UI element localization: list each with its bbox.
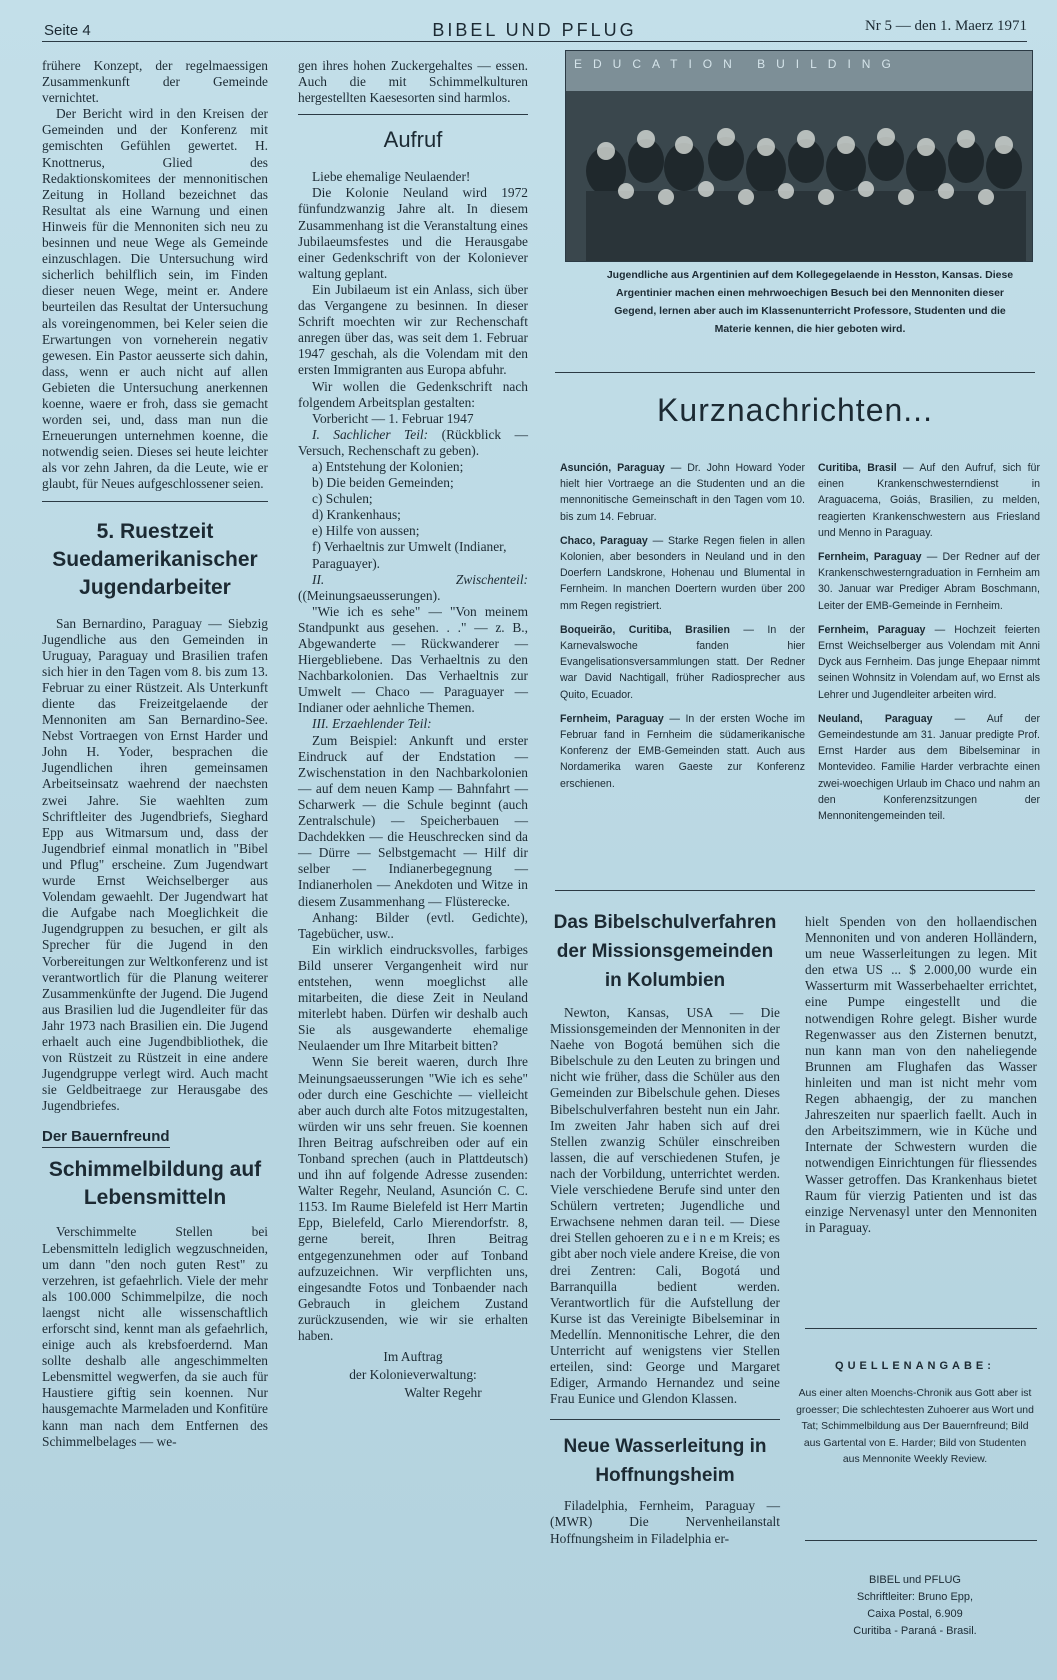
divider xyxy=(805,1540,1037,1541)
news-item: Fernheim, Paraguay — In der ersten Woche im Februar fand in Fernheim die südamerikanische Konferenz der EMB-Gemeinden statt. Auch aus Nordamerika waren Gaeste zur Konferenz erschienen. xyxy=(560,712,805,790)
aufruf-paragraph: Ein Jubilaeum ist ein Anlass, sich über das Vergangene zu besinnen. In dieser Schrift moechten wir zur Rechenschaft anregen über das, was seit dem 1. Februar 1947 geschah, als die Volendam mit den ersten Immigranten aus Europa abfuhr. xyxy=(298,281,528,378)
imprint-line: Schriftleiter: Bruno Epp, xyxy=(856,1591,974,1603)
sources-text: Aus einer alten Moenchs-Chronik aus Gott aber ist groesser; Die schlechtesten Zuhoerer aus Wort und Tat; Schimmelbildung aus Der Bauernfreund; Bild aus Gartental von E. Harder; Bild von Studenten aus Mennonite Weekly Review. xyxy=(796,1388,1034,1465)
plan-item: a) Entstehung der Kolonien; xyxy=(312,458,464,474)
news-item: Curitiba, Brasil — Auf den Aufruf, sich für einen Krankenschwesterndienst in Araguacema, Goiás, Brasilien, zu melden, reagierten Krankenschwestern aus Friesland und Menno in Paraguay. xyxy=(818,462,1040,539)
kurznachrichten-headline: Kurznachrichten... xyxy=(657,392,933,428)
aufruf-part3: III. Erzaehlender Teil: xyxy=(312,716,432,732)
bibelschul-article xyxy=(550,908,780,1547)
plan-item: e) Hilfe von aussen; xyxy=(312,523,420,539)
photo-illustration xyxy=(566,51,1033,262)
sources-box xyxy=(795,1360,1035,1469)
divider xyxy=(555,372,1035,373)
aufruf-paragraph: Wir wollen die Gedenkschrift nach folgendem Arbeitsplan gestalten: xyxy=(298,378,528,410)
wasserleitung-continuation xyxy=(805,914,1037,1236)
plan-item: b) Die beiden Gemeinden; xyxy=(312,475,454,491)
article-paragraph: Der Bericht wird in den Kreisen der Gemeinden und der Konferenz mit gemischten Gefühlen gewertet. H. Knottnerus, Glied des Redaktionskomitees der mennonitischen Zeitung in Holland bezeichnet das Resultat als eine Warnung und einen Hinweis für die Mennoniten sich neu zu besinnen und neue Wege als Gemeinde einzuschlagen. Die Untersuchung wird sicherlich behilflich sein, im Finden dieser neuen Wege, meint er. Andere beurteilen das Resultat der Untersuchung als voreingenommen, bei Keler seien die Erwartungen von vorneherein negativ gewesen. Ein Pastor aeusserte sich dahin, dass, wenn er auch nicht auf allen Gebieten die Untersuchung anerkennen koenne, waere er froh, dass sie gemacht worden sei, und, dass man nun die Erneuerungen unternehmen koenne, die notwendig seien. Dieses sei heute leichter als vor zehn Jahren, da die Leute, wie er glaubt, für Neues aufgeschlossener seien. xyxy=(42,106,268,492)
bibelschul-headline: Das Bibelschulverfahren der Missionsgemeinden in Kolumbien xyxy=(553,912,777,991)
ruestzeit-headline: 5. Ruestzeit Suedamerikanischer Jugendarbeiter xyxy=(52,519,258,599)
group-photo xyxy=(565,50,1033,262)
page-number: Seite 4 xyxy=(44,22,91,39)
news-item: Neuland, Paraguay — Auf der Gemeindestunde am 31. Januar predigte Prof. Ernst Harder aus dem Bibelseminar in Montevideo. Familie Harder verbrachte einen zwei-woechigen Urlaub im Chaco und nahm an den Konferenzsitzungen der Mennonitengemeinden teil. xyxy=(818,712,1040,823)
section-label: Der Bauernfreund xyxy=(42,1128,170,1148)
news-item: Asunción, Paraguay — Dr. John Howard Yoder hielt hier Vortraege an die Studenten und an die mennonitische Gemeinschaft in den Tagen vom 10. bis zum 14. Februar. xyxy=(560,462,805,523)
aufruf-anhang: Anhang: Bilder (evtl. Gedichte), Tagebücher, usw.. xyxy=(298,909,528,941)
sources-title: QUELLENANGABE: xyxy=(835,1360,995,1372)
divider xyxy=(550,1419,780,1420)
signature-line: der Kolonieverwaltung: xyxy=(349,1367,477,1383)
wasserleitung-body-cont: hielt Spenden von den hollaendischen Mennoniten und von anderen Holländern, um neue Wasserleitungen zu legen. Mit den etwa US ... $ 2.000,00 wurde ein Wasserturm mit Wasserbehaelter errichtet, eine Pumpe eingestellt und die notwendigen Rohre gelegt. Bisher wurde Regenwasser aus den Zisternen benutzt, nun kann man von den naheliegende Brunnen am Flughafen das Wasser hinleiten und man ist nicht mehr vom Regen abhaengig, der zu manchen Jahreszeiten nur spaerlich faellt. Auch in den Arbeitszimmern, wie in Küche und Internate der Schwestern wurden die notwendigen Einrichtungen für fliessendes Wasser getroffen. Das Krankenhaus bietet Raum für vierzig Patienten und ist das einzige Nervenasyl unter den Mennoniten in Paraguay. xyxy=(805,914,1037,1235)
aufruf-paragraph: Ein wirklich eindrucksvolles, farbiges Bild unserer Vergangenheit wird nur entstehen, wenn moeglichst alle mitarbeiten, die diese Zeit in Neuland miterlebt haben. Dürfen wir deshalb auch Sie als ausgewanderte ehemalige Neulaender um Ihre Mitarbeit bitten? xyxy=(298,941,528,1054)
ruestzeit-body: San Bernardino, Paraguay — Siebzig Jugendliche aus den Gemeinden in Uruguay, Paraguay und Brasilien trafen sich hier in den Tagen vom 8. bis zum 13. Februar zu einer Rüstzeit. Als Unterkunft diente das Freizeitgelaende der Mennoniten am San Bernardino-See. Nebst Vortraegen von Ernst Harder und John H. Yoder, besprachen die Jugendlichen ihren gemeinsamen Arbeitseinsatz waehrend der naechsten zwei Jahre. Sie waehlten zum Schriftleiter des Jugendbriefs, Sieghard Epp aus Witmarsum und, dass der Jugendbrief einmal monatlich in "Bibel und Pflug" erscheine. Zum Jugendwart wurde Ernst Weichselberger aus Volendam gewaehlt. Der Jugendwart hat die Aufgabe nach Moeglichkeit die Jugendgruppen zu besuchen, er gilt als Sprecher für die Jugend in den Vorbereitungen zur Weltkonferenz und ist verantwortlich für die Planung weiterer Zusammenkünfte der Jugend. Die Jugend aus Brasilien lud die Jugendleiter für das Jahr 1973 nach Brasilien ein. Die Jugend erhaelt auch eine Jugendbibliothek, die von Rüstzeit zu Rüstzeit in eine andere Jugendgruppe verlegt wird. Auch macht sie Geldbeitraege zur Herausgabe des Jugendbriefes. xyxy=(42,615,268,1114)
aufruf-paragraph: Die Kolonie Neuland wird 1972 fünfundzwanzig Jahre alt. In diesem Zusammenhang ist die Veranstaltung eines Jubilaeumsfestes und die Herausgabe einer Gedenkschrift von der Koloniever waltung geplant. xyxy=(298,185,528,281)
column-2 xyxy=(298,58,528,1402)
news-item: Chaco, Paraguay — Starke Regen fielen in allen Kolonien, aber besonders in Neuland und in den Doerfern Landskrone, Hohenau und Blumental in Fernheim. In manchen Doertern wurden über 200 mm Regen registriert. xyxy=(560,534,805,612)
page-header xyxy=(42,14,1027,42)
divider xyxy=(555,890,1035,891)
imprint xyxy=(795,1572,1035,1640)
plan-item: f) Verhaeltnis zur Umwelt (Indianer, Paraguayer). xyxy=(312,539,507,571)
schimmel-continuation: gen ihres hohen Zuckergehaltes — essen. Auch die mit Schimmelkulturen hergestellten Kaesesorten sind harmlos. xyxy=(298,58,528,106)
divider xyxy=(805,1328,1037,1329)
aufruf-part1: I. Sachlicher Teil: (Rückblick — Versuch, Rechenschaft zu geben). xyxy=(298,426,528,458)
news-item: Fernheim, Paraguay — Der Redner auf der Krankenschwesterngraduation in Fernheim am 30. Januar war Prediger Abram Boschmann, Leiter der EMB-Gemeinde in Fernheim. xyxy=(818,551,1040,612)
aufruf-paragraph: Wenn Sie bereit waeren, durch Ihre Meinungsaeusserungen "Wie ich es sehe" oder durch eine Geschichte — vielleicht aber auch durch alte Fotos mitzugestalten, würden wir uns sehr freuen. Sie koennen Ihren Beitrag aufschreiben oder auf ein Tonband sprechen (auch in Plattdeutsch) und ihn auf folgende Adresse zusenden: Walter Regehr, Neuland, Asunción C. C. 1153. Im Raume Bielefeld ist Herr Martin Epp, Bielefeld, Carlo Mierendorfstr. 8, gerne bereit, Ihren Beitrag entgegenzunehmen oder auf Tonband aufzuzeichnen. Wir verpflichten uns, eingesandte Fotos und Tonbaender nach Gebrauch in gleichem Zustand zurückzusenden, wie wir sie erhalten haben. xyxy=(298,1054,528,1344)
issue-date: Nr 5 — den 1. Maerz 1971 xyxy=(864,18,1027,34)
signature-line: Im Auftrag xyxy=(383,1349,443,1365)
imprint-line: BIBEL und PFLUG xyxy=(869,1574,961,1586)
photo-caption: Jugendliche aus Argentinien auf dem Kollegegelaende in Hesston, Kansas. Diese Argentinier machen einen mehrwoechigen Besuch bei den Mennoniten dieser Gegend, lernen aber auch im Klassenunterricht Professore, Studenten und die Materie kennen, die hier geboten wird. xyxy=(606,269,1014,335)
aufruf-part2-body: "Wie ich es sehe" — "Von meinem Standpunkt aus gesehen. . ." — z. B., Abgewanderte — Rückwanderer — Hiergebliebene. Das Verhaeltnis zu den Nachbarkolonien. Das Verhaeltnis zur Umwelt — Chaco — Paraguayer — Indianer oder aehnliche Themen. xyxy=(298,603,528,716)
article-continuation: frühere Konzept, der regelmaessigen Zusammenkunft der Gemeinde vernichtet. xyxy=(42,58,268,106)
aufruf-salutation: Liebe ehemalige Neulaender! xyxy=(312,169,471,185)
aufruf-headline: Aufruf xyxy=(383,127,443,153)
schimmel-body: Verschimmelte Stellen bei Lebensmitteln lediglich wegzuschneiden, um dann "den noch guten Rest" zu verzehren, ist gefaehrlich. Viele der mehr als 100.000 Schimmelpilze, die noch laengst nicht alle wissenschaftlich erforscht sind, kennt man als gefaehrlich, einige auch als krebsfoerdernd. Man sollte deshalb alle angeschimmelten Lebensmittel wegwerfen, da sie auch für Haustiere giftig sein koennen. Nur hausgemachte Marmeladen und Konfitüre kann man nach dem Entfernen des Schimmelbelages — we- xyxy=(42,1224,268,1449)
plan-item: c) Schulen; xyxy=(312,491,373,507)
schimmel-headline: Schimmelbildung auf Lebensmitteln xyxy=(48,1158,262,1210)
signature-name: Walter Regehr xyxy=(404,1385,482,1401)
masthead-title: BIBEL UND PFLUG xyxy=(432,20,637,40)
wasserleitung-body: Filadelphia, Fernheim, Paraguay — (MWR) Die Nervenheilanstalt Hoffnungsheim in Filadelphia er- xyxy=(550,1498,780,1546)
news-column-left xyxy=(560,460,805,800)
bibelschul-body: Newton, Kansas, USA — Die Missionsgemeinden der Mennoniten in der Naehe von Bogotá bemühen sich die Bibelschule zu den Leuten zu bringen und nicht wie früher, dass die Schüler aus den Gemeinden zur Bibelschule gehen. Dieses Bibelschulverfahren besteht nun ein Jahr. Im zweiten Jahr haben sich auf drei Stellen zwanzig Schüler einschreiben lassen, die auf verschiedenen Stufen, je nach der Vorbildung, unterrichtet werden. Viele verschiedene Berufe sind unter den Schülern vertreten; Jugendliche und Erwachsene nehmen daran teil. — Diese drei Stellen gehoeren zu e i n e m Kreis; es gibt aber noch viele andere Kreise, die von drei Zentren: Cali, Bogotá und Barranquilla bedient werden. Verantwortlich für die Aufstellung der Kurse ist das Vereinigte Bibelseminar in Medellín. Mennonitische Lehrer, die den Unterricht auf wenigstens vier Stellen erteilen, sind: George und Margaret Ediger, Armando Hernandez und seine Frau Eunice und Glendon Klassen. xyxy=(550,1005,780,1407)
plan-item: d) Krankenhaus; xyxy=(312,507,401,523)
aufruf-part3-body: Zum Beispiel: Ankunft und erster Eindruck auf der Endstation — Zwischenstation in den Nachbarkolonien — auf dem neuen Kamp — Bahnfahrt — Scharwerk — die Schule beginnt (auch Zentralschule) — Speicherbauen — Dachdekken — die Heuschrecken sind da — Dürre — Selbstgemacht — Hilf dir selber — Indianerbegegnung — Indianerholen — Anekdoten und Witze in diesem Zusammenhang — Flüsterecke. xyxy=(298,732,528,909)
divider xyxy=(42,501,268,502)
divider xyxy=(298,114,528,115)
building-sign: EDUCATION BUILDING xyxy=(574,57,902,71)
imprint-line: Curitiba - Paraná - Brasil. xyxy=(853,1625,977,1637)
news-column-right xyxy=(818,460,1040,832)
column-1 xyxy=(42,58,268,1450)
news-item: Fernheim, Paraguay — Hochzeit feierten Ernst Weichselberger aus Volendam mit Anni Dyck aus Fernheim. Das junge Ehepaar nimmt seinen Wohnsitz in Volendam auf, wo Ernst als Lehrer und Jugendleiter arbeiten wird. xyxy=(818,623,1040,701)
aufruf-part2: II. Zwischenteil: ((Meinungsaeusserungen). xyxy=(298,571,528,603)
news-item: Boqueirão, Curitiba, Brasilien — In der Karnevalswoche fanden hier Evangelisationsversammlungen statt. Der Redner war David Nachtigall, früher Radiosprecher aus Quito, Ecuador. xyxy=(560,623,805,701)
imprint-line: Caixa Postal, 6.909 xyxy=(867,1608,963,1620)
wasserleitung-headline: Neue Wasserleitung in Hoffnungsheim xyxy=(563,1436,767,1487)
aufruf-vorbericht: Vorbericht — 1. Februar 1947 xyxy=(312,410,474,426)
